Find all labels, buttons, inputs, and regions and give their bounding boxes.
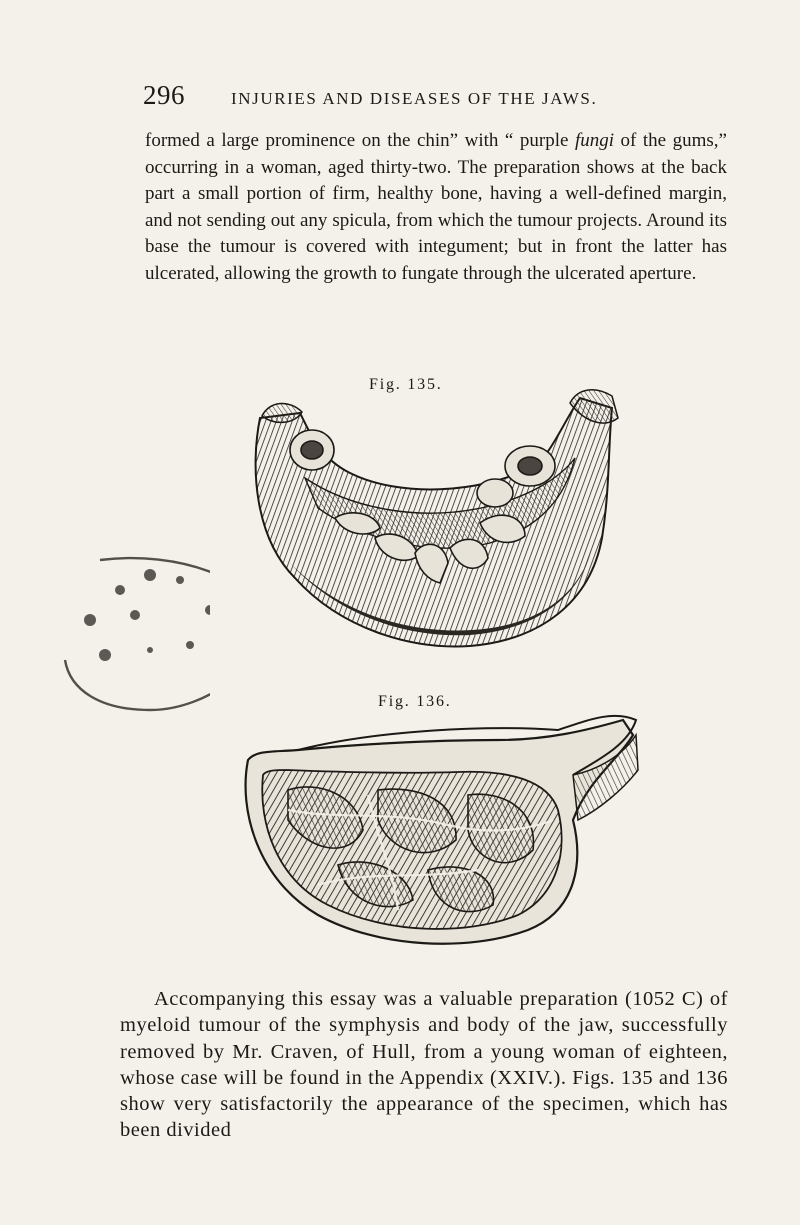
- page-number: 296: [143, 80, 185, 110]
- fig-135-caption: Fig. 135.: [369, 376, 443, 393]
- paragraph-top-italic: fungi: [574, 130, 615, 151]
- page-header: [143, 80, 663, 114]
- fig-136-caption: Fig. 136.: [378, 693, 452, 710]
- running-head: INJURIES AND DISEASES OF THE JAWS.: [231, 89, 598, 108]
- paragraph-top: [145, 128, 727, 288]
- fig-135-jaw-illustration: [240, 388, 625, 658]
- paragraph-bottom: Accompanying this essay was a valuable preparation (1052 C) of myeloid tumour of the symphysis and body of the jaw, successfully removed by Mr. Craven, of Hull, from a young woman of eighteen, whose case will be found in the Appendix (XXIV.). Figs. 135 and 136 show very satisfactorily the appearance of the specimen, which has been divided: [120, 988, 728, 1142]
- fig-136-section-illustration: [228, 700, 648, 960]
- library-stamp-mark: [0, 540, 210, 720]
- paragraph-top-text-2: of the gums,” occurring in a woman, aged thirty-two. The preparation shows at the back part a small portion of firm, healthy bone, having a well-defined margin, and not sending out any spicula, from which the tumour projects. Around its base the tumour is covered with integument; but in front the latter has ulcerated, allowing the growth to fungate through the ulcerated aperture.: [145, 130, 727, 284]
- paragraph-top-text-1: formed a large prominence on the chin” with “ purple: [145, 130, 575, 151]
